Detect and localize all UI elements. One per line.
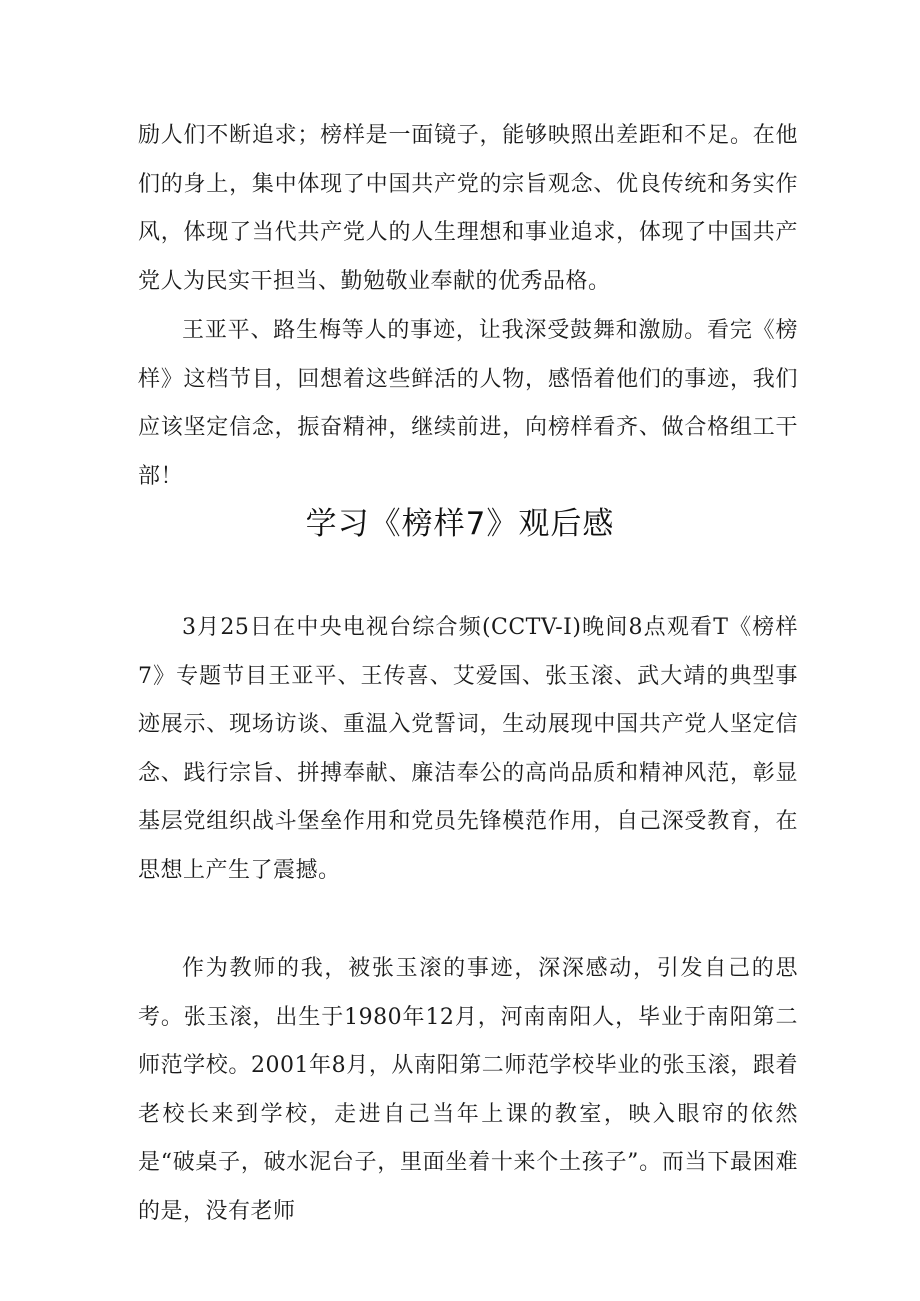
- paragraph-program-summary: 3月25日在中央电视台综合频(CCTV-I)晚间8点观看T《榜样7》专题节目王亚平、王传喜、艾爱国、张玉滚、武大靖的典型事迹展示、现场访谈、重温入党誓词，生动展现中国共产党人坚定信念、践行宗旨、拼搏奉献、廉洁奉公的高尚品质和精神风范，彰显基层党组织战斗堡垒作用和党员先锋模范作用，自己深受教育，在思想上产生了震撼。: [138, 615, 798, 883]
- paragraph-teacher-reflection: 作为教师的我，被张玉滚的事迹，深深感动，引发自己的思考。张玉滚，出生于1980年12月，河南南阳人，毕业于南阳第二师范学校。2001年8月，从南阳第二师范学校毕业的张玉滚，跟着老校长来到学校，走进自己当年上课的教室，映入眼帘的依然是“破桌子，破水泥台子，里面坐着十来个土孩子”。而当下最困难的是，没有老师: [138, 956, 798, 1224]
- paragraph-inspiration: 王亚平、路生梅等人的事迹，让我深受鼓舞和激励。看完《榜样》这档节目，回想着这些鲜活的人物，感悟着他们的事迹，我们应该坚定信念，振奋精神，继续前进，向榜样看齐、做合格组工干部！: [138, 318, 798, 489]
- paragraph-continuation: 励人们不断追求；榜样是一面镜子，能够映照出差距和不足。在他们的身上，集中体现了中国共产党的宗旨观念、优良传统和务实作风，体现了当代共产党人的人生理想和事业追求，体现了中国共产党人为民实干担当、勤勉敬业奉献的优秀品格。: [138, 123, 798, 294]
- article-title: 学习《榜样7》观后感: [305, 506, 615, 542]
